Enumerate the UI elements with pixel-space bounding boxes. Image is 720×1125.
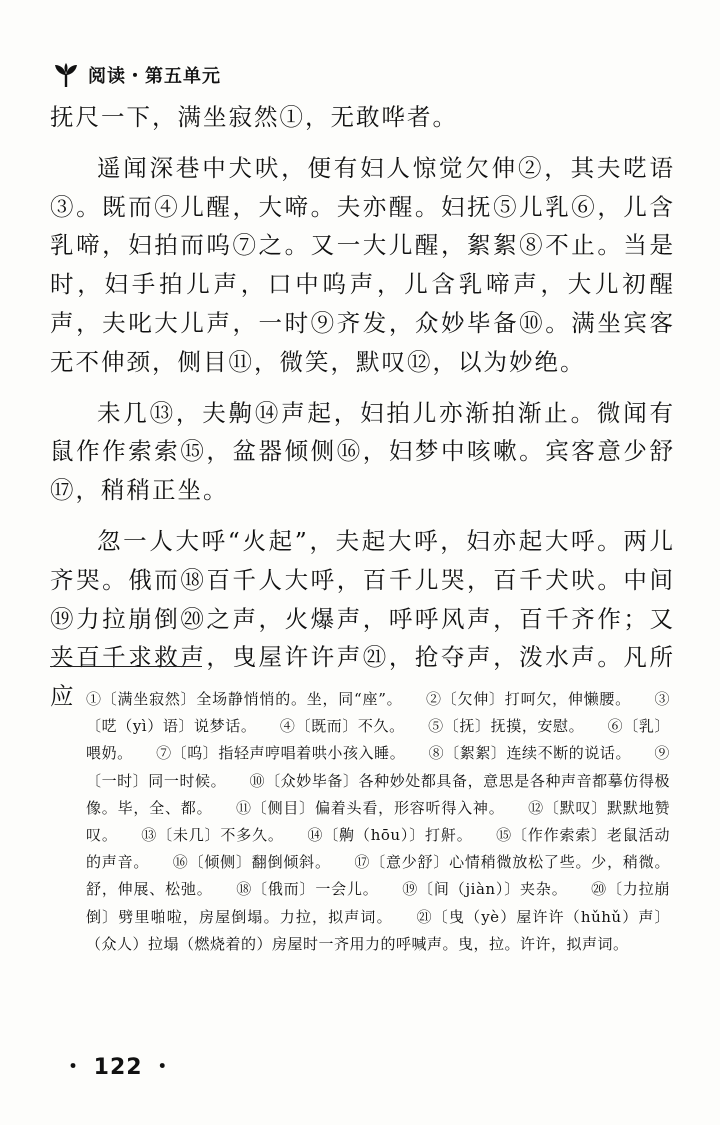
main-text [50, 98, 675, 716]
footnote: ⑲〔间（jiàn）〕夹杂。 [402, 880, 568, 899]
footnote: ⑬〔未几〕不多久。 [141, 826, 284, 845]
footnote: ⑫〔默叹〕默默地赞叹。 [86, 798, 670, 845]
paragraph: 未几⑬，夫齁⑭声起，妇拍儿亦渐拍渐止。微闻有鼠作作索索⑮，盆器倾侧⑯，妇梦中咳嗽。宾客意少舒⑰，稍稍正坐。 [50, 398, 675, 505]
footnote: ①〔满坐寂然〕全场静悄悄的。坐，同“座”。 [86, 690, 403, 708]
footnote: ③〔呓（yì）语〕说梦话。 [86, 690, 670, 736]
sprout-logo-icon [52, 62, 80, 88]
footnote: ⑨〔一时〕同一时候。 [86, 744, 670, 790]
footnote: ⑪〔侧目〕偏着头看，形容听得入神。 [235, 798, 505, 817]
footnote: ⑥〔乳〕喂奶。 [86, 717, 670, 763]
paragraph: 遥闻深巷中犬吠，便有妇人惊觉欠伸②，其夫呓语③。既而④儿醒，大啼。夫亦醒。妇抚⑤儿乳⑥，儿含乳啼，妇拍而呜⑦之。又一大儿醒，絮絮⑧不止。当是时，妇手拍儿声，口中呜声，儿含乳啼声，大儿初醒声，夫叱大儿声，一时⑨齐发，众妙毕备⑩。满坐宾客无不伸颈，侧目⑪，微笑，默叹⑫，以为妙绝。 [50, 153, 675, 376]
footnote: ⑳〔力拉崩倒〕劈里啪啦，房屋倒塌。力拉，拟声词。 [86, 880, 670, 926]
footnote: ②〔欠伸〕打呵欠，伸懒腰。 [425, 690, 631, 708]
footnote: ⑭〔齁（hōu）〕打鼾。 [307, 826, 473, 845]
page-number: ・ 122 ・ [62, 1055, 175, 1080]
footnote: ⑮〔作作索索〕老鼠活动的声音。 [86, 826, 670, 872]
footnote: ④〔既而〕不久。 [279, 717, 405, 736]
footnote: ⑧〔絮絮〕连续不断的说话。 [428, 744, 632, 763]
footnote: ⑩〔众妙毕备〕各种妙处都具备，意思是各种声音都摹仿得极像。毕，全、都。 [86, 771, 670, 817]
paragraph: 忽一人大呼“火起”，夫起大呼，妇亦起大呼。两儿齐哭。俄而⑱百千人大呼，百千儿哭，百千犬吠。中间⑲力拉崩倒⑳之声，火爆声，呼呼风声，百千齐作；又夹百千求救声，曳屋许许声㉑，抢夺声，泼水声。凡所应 [50, 526, 675, 711]
footnotes [86, 686, 670, 958]
footnote: ⑰〔意少舒〕心情稍微放松了些。少，稍微。舒，伸展、松弛。 [86, 853, 670, 899]
footnote: ⑱〔俄而〕一会儿。 [236, 880, 379, 899]
footnote: ⑯〔倾侧〕翻倒倾斜。 [172, 853, 331, 872]
page-header [52, 60, 221, 90]
footnote: ⑦〔呜〕指轻声哼唱着哄小孩入睡。 [156, 744, 406, 763]
unit-title: 阅读・第五单元 [88, 66, 221, 87]
footnote: ⑤〔抚〕抚摸，安慰。 [428, 717, 585, 736]
paragraph: 抚尺一下，满坐寂然①，无敢哗者。 [50, 103, 458, 131]
footnote-divider [50, 666, 202, 667]
footnote: ㉑〔曳（yè）屋许许（hǔhǔ）声〕（众人）拉塌（燃烧着的）房屋时一齐用力的呼喊声。曳，拉。许许，拟声词。 [86, 907, 670, 953]
